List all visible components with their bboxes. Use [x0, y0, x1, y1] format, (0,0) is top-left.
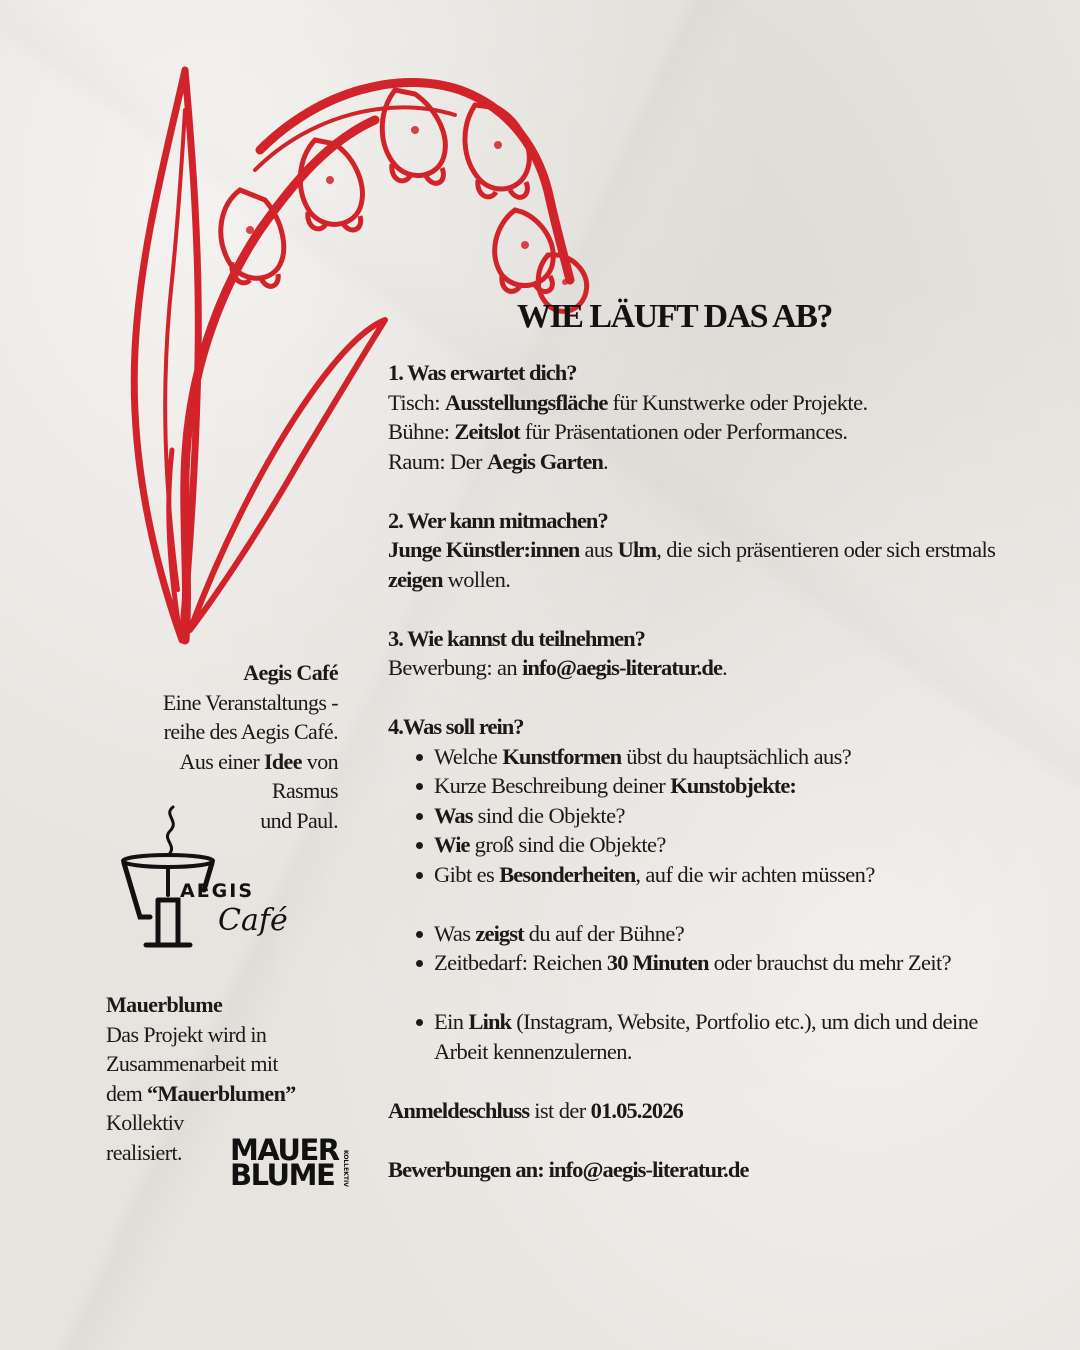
emphasis: Wie — [434, 832, 470, 857]
emphasis: Idee — [263, 748, 302, 774]
text: , die sich präsentieren oder sich erstmals — [656, 537, 996, 562]
mauer-line — [106, 1079, 356, 1109]
emphasis: zeigst — [475, 920, 524, 946]
text: von — [301, 748, 338, 774]
text: Raum: Der — [388, 448, 487, 474]
cafe-line: und Paul. — [260, 807, 338, 833]
text: du auf der Bühne? — [523, 920, 685, 946]
page-title: WIE LÄUFT DAS AB? — [517, 298, 832, 335]
text: Tisch: — [388, 389, 445, 415]
section-heading: 3. Wie kannst du teilnehmen? — [388, 625, 645, 651]
text: (Instagram, Website, Portfolio etc.), um dich und deine Arbeit kennenzulernen. — [434, 1009, 978, 1064]
emphasis: “Mauerblumen” — [146, 1080, 296, 1106]
text: Gibt es — [434, 861, 500, 887]
emphasis: Kunstobjekte: — [670, 773, 796, 798]
emphasis: Aegis Café — [243, 660, 338, 685]
mauer-logo-tag: KOLLEKTIV — [342, 1150, 349, 1187]
section-participants — [388, 506, 1048, 595]
cafe-line: Rasmus — [271, 778, 338, 803]
list-item — [434, 1007, 1034, 1066]
text: übst du hauptsächlich aus? — [621, 743, 852, 769]
text: oder brauchst du mehr Zeit? — [708, 950, 952, 975]
text: . — [603, 448, 609, 474]
list-item — [434, 948, 1014, 978]
list-item — [434, 771, 1048, 801]
mauer-line: realisiert. — [106, 1139, 182, 1165]
text: , auf die wir achten müssen? — [635, 861, 875, 887]
deadline-line — [388, 1096, 1048, 1126]
application-text — [388, 653, 1048, 683]
bullet-list — [388, 1007, 1048, 1066]
deadline-date: 01.05.2026 — [590, 1097, 683, 1123]
text: Bühne: — [388, 419, 455, 444]
emphasis: Was — [434, 802, 473, 828]
text: . — [722, 655, 728, 680]
mauer-line: Kollektiv — [106, 1110, 184, 1135]
main-content — [388, 358, 1048, 1184]
cafe-logo-word2: Café — [218, 903, 288, 938]
list-item — [434, 830, 1048, 860]
section-contents — [388, 712, 1048, 1066]
email-link[interactable]: info@aegis-literatur.de — [522, 655, 723, 680]
room-line — [388, 447, 1048, 477]
text: wollen. — [442, 566, 511, 592]
text: dem — [106, 1080, 147, 1106]
text: Zeitbedarf: Reichen — [434, 950, 607, 975]
text: Was — [434, 920, 476, 946]
text: Bewerbung: an — [388, 655, 523, 680]
text: Welche — [434, 743, 503, 769]
bullet-list — [388, 742, 1048, 890]
text: Aus einer — [179, 748, 264, 774]
emphasis: zeigen — [388, 566, 443, 592]
mauer-line: Zusammenarbeit mit — [106, 1051, 278, 1076]
cafe-line: Eine Veranstaltungs - — [162, 689, 338, 715]
steam-icon — [167, 807, 173, 853]
section-heading: 2. Wer kann mitmachen? — [388, 507, 608, 533]
list-item — [434, 801, 1048, 831]
list-item — [434, 742, 1048, 772]
emphasis: Aegis Garten — [486, 448, 604, 474]
table-line — [388, 388, 1048, 418]
apply-email[interactable]: Bewerbungen an: info@aegis-literatur.de — [388, 1156, 749, 1182]
text: ist der — [529, 1097, 591, 1123]
text: für Kunstwerke oder Projekte. — [607, 389, 868, 415]
emphasis: Anmeldeschluss — [388, 1097, 530, 1123]
text: Ein — [434, 1009, 469, 1034]
cafe-line: reihe des Aegis Café. — [163, 719, 338, 744]
text: Kurze Beschreibung deiner — [434, 773, 671, 798]
mauer-line: Das Projekt wird in — [106, 1021, 267, 1047]
cafe-line — [90, 747, 338, 777]
mauerblume-logo — [230, 1133, 355, 1192]
emphasis: Link — [468, 1009, 512, 1034]
section-heading: 1. Was erwartet dich? — [388, 360, 577, 385]
list-item — [434, 919, 1048, 949]
emphasis: 30 Minuten — [606, 950, 709, 975]
emphasis: Zeitslot — [454, 419, 520, 444]
mauer-logo-word2: BLUME — [230, 1158, 335, 1192]
section-heading: 4.Was soll rein? — [388, 714, 524, 739]
section-participation — [388, 624, 1048, 683]
emphasis: Besonderheiten — [499, 861, 636, 887]
emphasis: Ausstellungsfläche — [444, 389, 608, 415]
emphasis: Kunstformen — [502, 743, 622, 769]
text: für Präsentationen oder Performances. — [519, 419, 848, 444]
text: sind die Objekte? — [472, 802, 625, 828]
stage-line — [388, 417, 1048, 447]
mauer-logo-word1: MAUER — [230, 1133, 339, 1167]
emphasis: Junge Künstler:innen — [388, 537, 580, 562]
bullet-list — [388, 919, 1048, 978]
emphasis: Mauerblume — [106, 992, 223, 1017]
emphasis: Ulm — [617, 537, 657, 562]
mauer-heading — [106, 990, 356, 1020]
text: aus — [579, 537, 618, 562]
cafe-logo-word1: AEGIS — [180, 880, 255, 902]
apply-line — [388, 1155, 1048, 1185]
section-expectations — [388, 358, 1048, 476]
aegis-cafe-logo — [118, 805, 293, 955]
cafe-heading — [90, 658, 338, 688]
list-item — [434, 860, 1048, 890]
participants-text — [388, 535, 1048, 594]
text: groß sind die Objekte? — [469, 832, 666, 857]
